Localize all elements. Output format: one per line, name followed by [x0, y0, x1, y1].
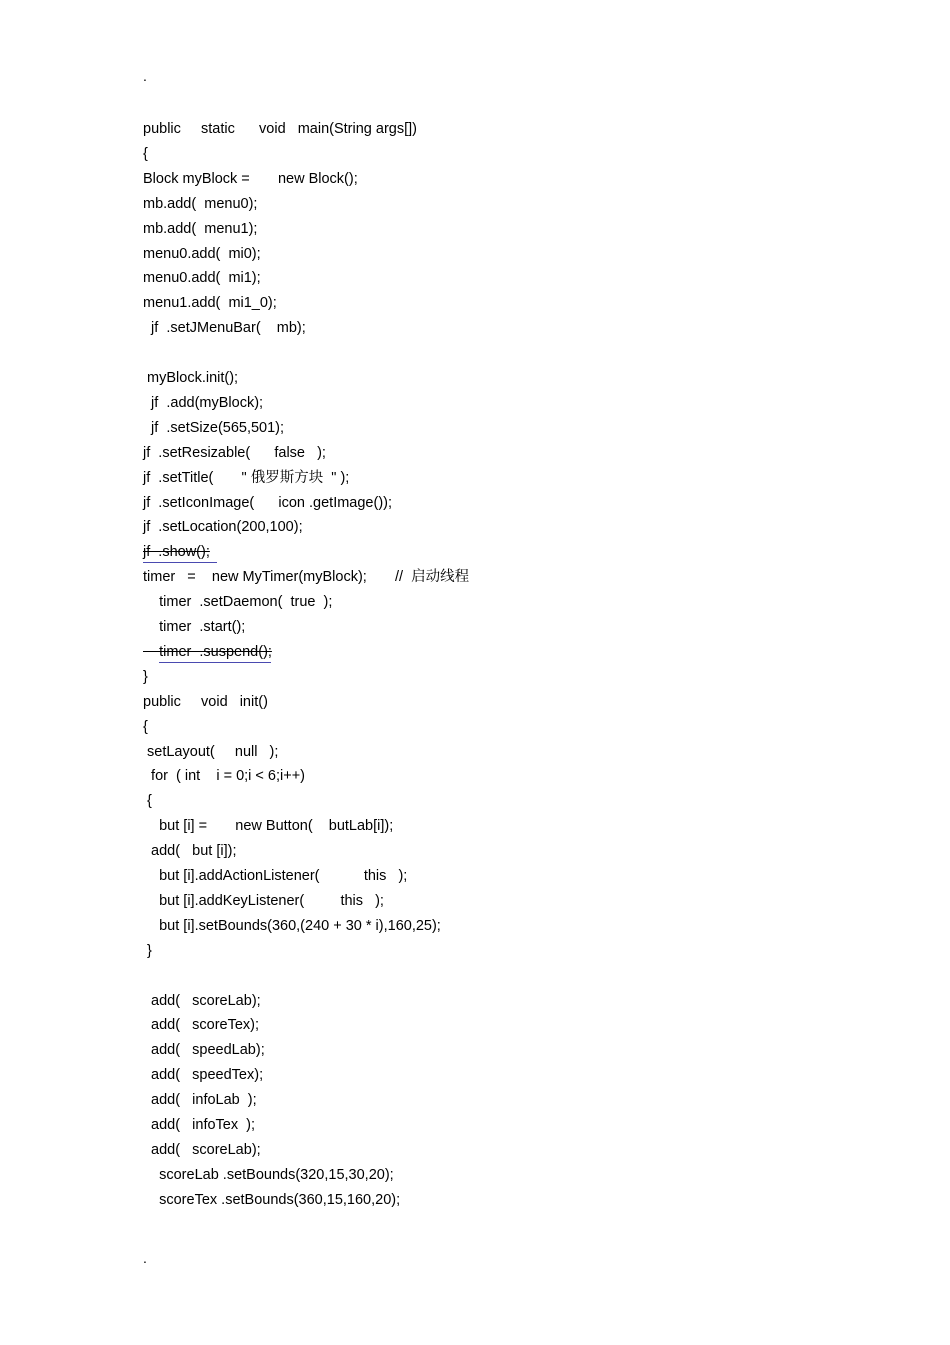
page-bottom-marker: .	[143, 1250, 147, 1266]
code-line: jf .show();	[143, 544, 210, 561]
code-line: {	[143, 793, 152, 810]
code-line: menu0.add( mi0);	[143, 245, 261, 262]
code-line: {	[143, 718, 148, 735]
code-line: jf .setLocation(200,100);	[143, 519, 303, 536]
code-line: jf .setTitle( " 俄罗斯方块 " );	[143, 469, 350, 486]
code-line: jf .add(myBlock);	[143, 394, 264, 411]
code-line: public void init()	[143, 693, 268, 710]
code-line: {	[143, 145, 148, 162]
code-line: add( infoTex );	[143, 1117, 256, 1133]
code-line: add( scoreTex);	[143, 1017, 260, 1034]
annotation-underline	[143, 562, 217, 563]
code-line: add( speedTex);	[143, 1067, 264, 1084]
code-line: timer .start();	[143, 619, 246, 635]
code-line: menu1.add( mi1_0);	[143, 295, 277, 312]
code-line: mb.add( menu1);	[143, 220, 258, 237]
code-line: but [i] = new Button( butLab[i]);	[143, 818, 394, 835]
code-line: jf .setResizable( false );	[143, 444, 326, 461]
code-line: Block myBlock = new Block();	[143, 170, 358, 187]
code-line: jf .setIconImage( icon .getImage());	[143, 494, 393, 511]
code-line: mb.add( menu0);	[143, 195, 258, 212]
code-line: setLayout( null );	[143, 743, 279, 760]
code-line: but [i].addKeyListener( this );	[143, 892, 384, 909]
code-line: but [i].setBounds(360,(240 + 30 * i),160,25);	[143, 917, 441, 934]
code-line: timer .setDaemon( true );	[143, 594, 333, 611]
code-line: }	[143, 668, 148, 685]
code-line: add( but [i]);	[143, 843, 237, 860]
code-line: menu0.add( mi1);	[143, 270, 261, 287]
code-line: add( infoLab );	[143, 1092, 257, 1109]
code-line: for ( int i = 0;i < 6;i++)	[143, 768, 305, 785]
code-line: timer = new MyTimer(myBlock); // 启动线程	[143, 569, 470, 586]
code-line: scoreLab .setBounds(320,15,30,20);	[143, 1166, 394, 1183]
code-line: add( scoreLab);	[143, 1141, 261, 1158]
code-line: scoreTex .setBounds(360,15,160,20);	[143, 1191, 401, 1208]
annotation-underline	[159, 662, 271, 663]
code-line: }	[143, 942, 152, 959]
code-line: jf .setSize(565,501);	[143, 419, 285, 436]
code-line: myBlock.init();	[143, 370, 239, 386]
code-line: add( speedLab);	[143, 1042, 265, 1059]
code-line: but [i].addActionListener( this );	[143, 868, 408, 884]
code-line: public static void main(String args[])	[143, 121, 417, 137]
code-line: timer .suspend();	[143, 643, 272, 660]
code-line: jf .setJMenuBar( mb);	[143, 320, 306, 337]
page-top-marker: .	[143, 68, 147, 84]
code-line: add( scoreLab);	[143, 992, 261, 1009]
